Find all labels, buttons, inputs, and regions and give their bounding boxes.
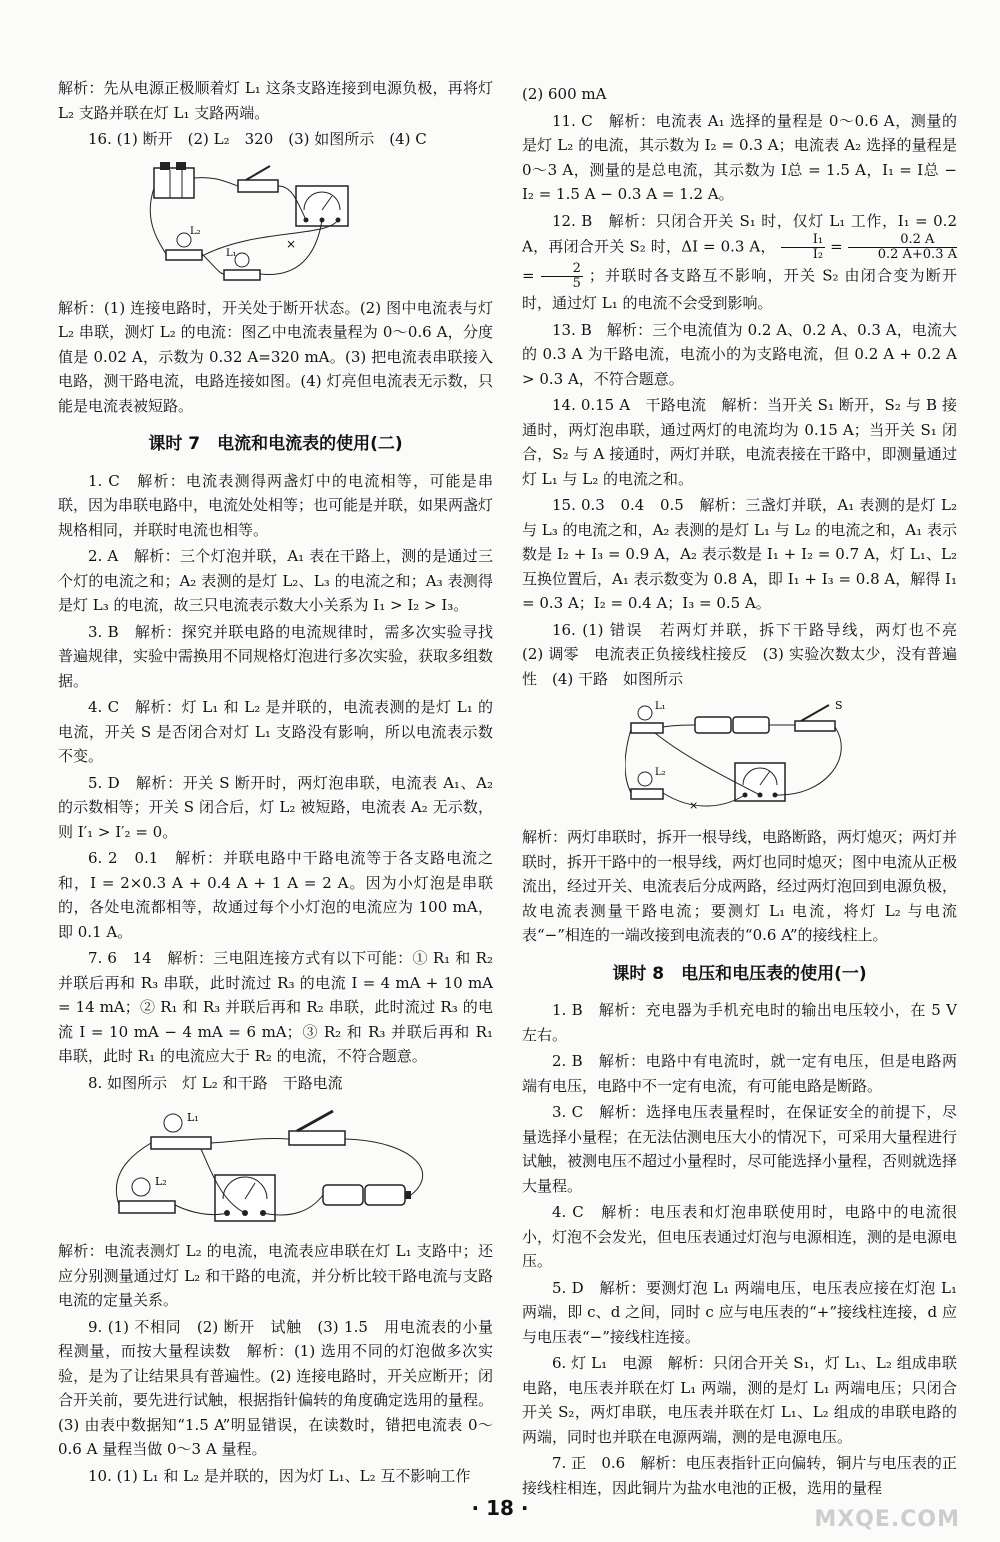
voltage-answer-3: 3. C 解析：选择电压表量程时，在保证安全的前提下，尽量选择小量程；在无法估测电压大小的情况下，可采用大量程进行试触，被测电压不超过小量程时，尽可能选择小量程，否则就选择大量程。 xyxy=(522,1103,958,1195)
analysis-paragraph: 解析：电流表测灯 L₂ 的电流，电流表应串联在灯 L₁ 支路中；还应分别测量通过灯 L₂ 和干路的电流，并分析比较干路电流与支路电流的定量关系。 xyxy=(58,1242,493,1309)
voltage-answer-5: 5. D 解析：要测灯泡 L₁ 两端电压，电压表应接在灯泡 L₁ 两端，即 c、d 之间，同时 c 应与电压表的“+”接线柱连接，d 应与电压表“−”接线柱连接。 xyxy=(522,1278,957,1346)
answer-2: 2. A 解析：三个灯泡并联，A₁ 表在干路上，测的是通过三个灯的电流之和；A₂ 表测的是灯 L₂、L₃ 的电流之和；A₃ 表测得是灯 L₃ 的电流，故三只电流表示数大小关系为 I₁ > I₂ > I₃。 xyxy=(58,547,493,614)
left-column xyxy=(58,76,493,1490)
answer-8: 8. 如图所示 灯 L₂ 和干路 干路电流 xyxy=(88,1073,343,1092)
answer-5: 5. D 解析：开关 S 断开时，两灯泡串联，电流表 A₁、A₂ 的示数相等；开关 S 闭合后，灯 L₂ 被短路，电流表 A₂ 无示数，则 I′₁ > I′₂ = 0。 xyxy=(58,773,493,841)
fraction-values xyxy=(848,233,957,262)
answer-7: 7. 6 14 解析：三电阻连接方式有以下可能：① R₁ 和 R₂ 并联后再和 R₃ 串联，此时流过 R₃ 的电流 I = 4 mA + 10 mA = 14 mA；② R₁ 和 R₃ 并联后再和 R₂ 串联，此时流过 R₃ 的电流 I = 10 mA − 4 mA = 6 mA；③ R₂ 和 R₃ 并联后再和 R₁ 串联，此时 R₁ 的电流应大于 R₂ 的电流，不符合题意。 xyxy=(58,949,493,1065)
voltage-answer-7: 7. 正 0.6 解析：电压表指针正向偏转，铜片与电压表的正接线柱相连，因此铜片为盐水电池的正极，选用的量程 xyxy=(522,1454,957,1497)
label-l1: L₁ xyxy=(186,1111,199,1124)
fraction-result xyxy=(541,262,583,291)
voltage-answer-1: 1. B 解析：充电器为手机充电时的输出电压较小，在 5 V 左右。 xyxy=(522,1001,957,1044)
label-l2: L₂ xyxy=(189,225,201,237)
label-l1: L₁ xyxy=(225,247,237,259)
frac-den: 0.2 A+0.3 A xyxy=(877,247,957,262)
answer-14: 14. 0.15 A 干路电流 解析：当开关 S₁ 断开，S₂ 与 B 接通时，两灯泡串联，通过两灯的电流均为 0.15 A；当开关 S₁ 闭合，S₂ 与 A 接通时，两灯并联，电流表接在干路中，即测量通过灯 L₁ 与 L₂ 的电流之和。 xyxy=(522,396,957,488)
voltage-answer-2: 2. B 解析：电路中有电流时，就一定有电压，但是电路两端有电压，电路中不一定有电流，有可能电路是断路。 xyxy=(522,1052,957,1095)
section-heading-7: 课时 7 电流和电流表的使用(二) xyxy=(148,434,403,454)
answer-10: 10. (1) L₁ 和 L₂ 是并联的，因为灯 L₁、L₂ 互不影响工作 xyxy=(88,1466,471,1485)
label-l2: L₂ xyxy=(654,767,666,778)
answer-10-part2: (2) 600 mA xyxy=(522,85,607,103)
answer-13: 13. B 解析：三个电流值为 0.2 A、0.2 A、0.3 A，电流大的 0.3 A 为干路电流，电流小的为支路电流，但 0.2 A + 0.2 A > 0.3 A，不符合题意。 xyxy=(522,320,957,388)
page-number: · 18 · xyxy=(471,1496,529,1520)
frac-num: 0.2 A xyxy=(848,233,957,248)
right-column xyxy=(522,82,973,1502)
answer-16: 16. (1) 错误 若两灯并联，拆下干路导线，两灯也不亮 (2) 调零 电流表正负接线柱接反 (3) 实验次数太少，没有普遍性 (4) 干路 如图所示 xyxy=(522,620,973,688)
answer-12-text: 12. B 解析：只闭合开关 S₁ 时，仅灯 L₁ 工作，I₁ = 0.2 A，再闭合开关 S₂ 时，ΔI = 0.3 A， xyxy=(522,211,957,256)
answer-15: 15. 0.3 0.4 0.5 解析：三盏灯并联，A₁ 表测的是灯 L₂ 与 L₃ 的电流之和，A₂ 表测的是灯 L₁ 与 L₂ 的电流之和，A₁ 表示数是 I₂ + I₃ = 0.9 A，A₂ 表示数是 I₁ + I₂ = 0.7 A，灯 L₁、L₂ 互换位置后，A₁ 表示数变为 0.8 A，即 I₁ + I₃ = 0.8 A，解得 I₁ = 0.3 A；I₂ = 0.4 A；I₃ = 0.5 A。 xyxy=(522,496,957,612)
circuit-figure-8 xyxy=(111,1101,441,1231)
label-l2: L₂ xyxy=(154,1175,167,1188)
answer-3: 3. B 解析：探究并联电路的电流规律时，需多次实验寻找普遍规律，实验中需换用不同规格灯泡进行多次实验，获取多组数据。 xyxy=(58,622,494,690)
analysis-paragraph: 解析：(1) 连接电路时，开关处于断开状态。(2) 图中电流表与灯 L₂ 串联，测灯 L₂ 的电流：图乙中电流表量程为 0～0.6 A，分度值是 0.02 A，示数为 0.32 A=320 mA。(3) 把电流表串联接入电路，测干路电流，电路连接如图。(4) 灯亮但电流表无示数，只能是电流表被短路。 xyxy=(58,298,493,415)
answer-1: 1. C 解析：电流表测得两盏灯中的电流相等，可能是串联，因为串联电路中，电流处处相等；也可能是并联，如果两盏灯规格相同，并联时电流也相等。 xyxy=(58,471,494,539)
label-x: × xyxy=(688,799,698,812)
answer-6: 6. 2 0.1 解析：并联电路中干路电流等于各支路电流之和，I = 2×0.3 A + 0.4 A + 1 A = 2 A。因为小灯泡是串联的，各处电流都相等，故通过每个小灯泡的电流应为 100 mA，即 0.1 A。 xyxy=(58,849,493,941)
answer-9: 9. (1) 不相同 (2) 断开 试触 (3) 1.5 用电流表的小量程测量，而按大量程读数 解析：(1) 选用不同的灯泡做多次实验，是为了让结果具有普遍性。(2) 连接电路时，开关应断开；闭合开关前，要先进行试触，根据指针偏转的角度确定选用的量程。(3) 由表中数据知“1.5 A”明显错误，在读数时，错把电流表 0～0.6 A 量程当做 0～3 A 量程。 xyxy=(58,1317,494,1458)
frac-num: I₁ xyxy=(781,233,825,248)
answer-12: 12. B 解析：只闭合开关 S₁ 时，仅灯 L₁ 工作，I₁ = 0.2 A，再闭合开关 S₂ 时，ΔI = 0.3 A， $\frac{\text{I₁}}{\text{I₂}}$ = $\frac{0.2 A}{0.2 A+0.3 A}$ = $\frac{2}{5}$ ；并联时各支路互不影响，开关 S₂ 由闭合变为断开时，通过灯 L₁ 的电流不会受到影响。 xyxy=(522,211,957,312)
label-l1: L₁ xyxy=(654,701,666,712)
frac-num: 2 xyxy=(541,262,583,277)
label-x: × xyxy=(285,236,296,251)
label-s: S xyxy=(834,699,843,712)
section-heading-8: 课时 8 电压和电压表的使用(一) xyxy=(612,963,867,984)
frac-den: I₂ xyxy=(812,247,824,262)
circuit-figure-16-right xyxy=(625,697,855,817)
answer-12-text-2: ；并联时各支路互不影响，开关 S₂ 由闭合变为断开时，通过灯 L₁ 的电流不会受到影响。 xyxy=(522,266,957,312)
answer-16: 16. (1) 断开 (2) L₂ 320 (3) 如图所示 (4) C xyxy=(88,130,427,148)
analysis-paragraph: 解析：先从电源正极顺着灯 L₁ 这条支路连接到电源负极，再将灯 L₂ 支路并联在灯 L₁ 支路两端。 xyxy=(58,79,493,122)
voltage-answer-6: 6. 灯 L₁ 电源 解析：只闭合开关 S₁，灯 L₁、L₂ 组成串联电路，电压表并联在灯 L₁ 两端，测的是灯 L₁ 两端电压；只闭合开关 S₂，两灯串联，电压表并联在灯 L₁、L₂ 组成的串联电路的两端，同时也并联在电源两端，测的是电源电压。 xyxy=(522,1354,957,1446)
circuit-figure-16 xyxy=(146,158,406,288)
answer-11: 11. C 解析：电流表 A₁ 选择的量程是 0～0.6 A，测量的是灯 L₂ 的电流，其示数为 I₂ = 0.3 A；电流表 A₂ 选择的量程是 0～3 A，测量的是总电流，其示数为 I总 = 1.5 A，I₁ = I总 − I₂ = 1.5 A − 0.3 A = 1.2 A。 xyxy=(522,111,957,203)
frac-den: 5 xyxy=(572,276,581,291)
answer-4: 4. C 解析：灯 L₁ 和 L₂ 是并联的，电流表测的是灯 L₁ 的电流，开关 S 是否闭合对灯 L₁ 支路没有影响，所以电流表示数不变。 xyxy=(58,698,493,765)
analysis-paragraph: 解析：两灯串联时，拆开一根导线，电路断路，两灯熄灭；两灯并联时，拆开干路中的一根导线，两灯也同时熄灭；图中电流从正极流出，经过开关、电流表后分成两路，经过两灯泡回到电源负极，故电流表测量干路电流；要测灯 L₁ 电流，将灯 L₂ 与电流表“−”相连的一端改接到电流表的“0.6 A”的接线柱上。 xyxy=(522,828,958,944)
fraction-i1-i2 xyxy=(781,233,825,262)
watermark: MXQE.COM xyxy=(814,1507,960,1532)
voltage-answer-4: 4. C 解析：电压表和灯泡串联使用时，电路中的电流很小，灯泡不会发光，但电压表通过灯泡与电源相连，测的是电源电压。 xyxy=(522,1203,958,1270)
